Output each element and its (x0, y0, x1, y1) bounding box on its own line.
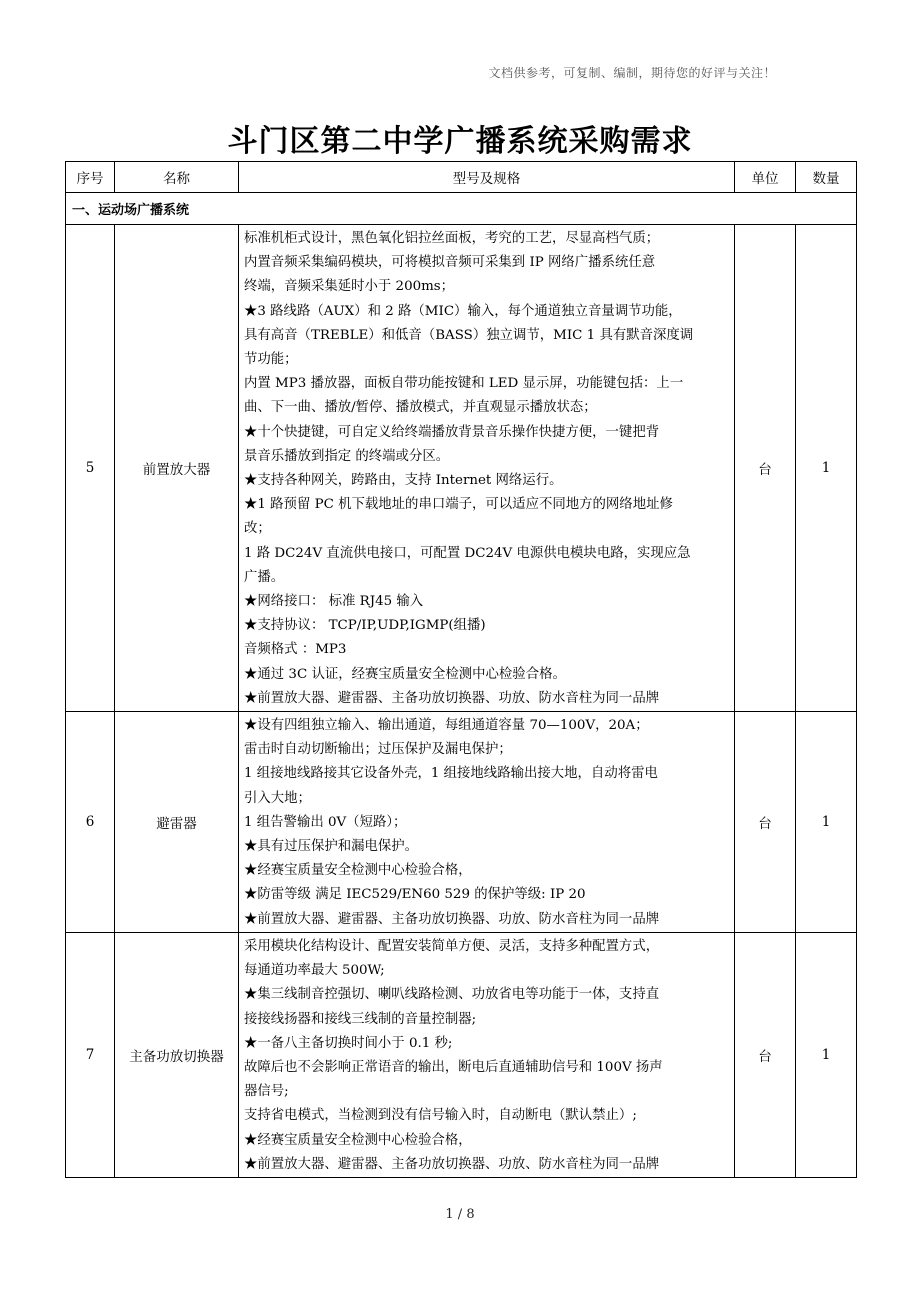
spec-line: 支持省电模式，当检测到没有信号输入时，自动断电（默认禁止）; (244, 1108, 637, 1124)
spec-line: 1 组接地线路接其它设备外壳，1 组接地线路输出接大地，自动将雷电 (244, 766, 658, 782)
page-number: 1 / 8 (445, 1207, 475, 1222)
spec-line: ★1 路预留 PC 机下载地址的串口端子，可以适应不同地方的网络地址修 (244, 497, 673, 513)
cell-unit: 台 (735, 225, 796, 712)
table-header-row (66, 162, 857, 193)
spec-line: 内置音频采集编码模块，可将模拟音频可采集到 IP 网络广播系统任意 (244, 255, 656, 271)
spec-line: ★3 路线路（AUX）和 2 路（MIC）输入，每个通道独立音量调节功能， (244, 303, 682, 319)
cell-unit: 台 (735, 712, 796, 933)
cell-index: 7 (66, 932, 115, 1177)
spec-line: 曲、下一曲、播放/暂停、播放模式，并直观显示播放状态； (244, 400, 597, 416)
spec-line: 1 路 DC24V 直流供电接口，可配置 DC24V 电源供电模块电路，实现应急 (244, 545, 691, 561)
spec-line: ★前置放大器、避雷器、主备功放切换器、功放、防水音柱为同一品牌 (244, 690, 660, 706)
cell-spec (239, 932, 735, 1177)
spec-line: 景音乐播放到指定 的终端或分区。 (244, 448, 450, 464)
spec-line: 采用模块化结构设计、配置安装简单方便、灵活，支持多种配置方式， (244, 938, 660, 954)
cell-index: 6 (66, 712, 115, 933)
cell-spec (239, 225, 735, 712)
requirements-table (65, 161, 857, 1178)
spec-line: ★十个快捷键，可自定义给终端播放背景音乐操作快捷方便，一键把背 (244, 424, 660, 440)
spec-line: ★设有四组独立输入、输出通道，每组通道容量 70—100V，20A； (244, 718, 649, 734)
spec-line: 引入大地； (244, 790, 311, 806)
header-note: 文档供参考，可复制、编制，期待您的好评与关注！ (488, 66, 776, 80)
spec-line: 接接线扬器和接线三线制的音量控制器; (244, 1011, 477, 1027)
cell-name: 主备功放切换器 (115, 932, 239, 1177)
cell-qty: 1 (796, 225, 857, 712)
spec-line: 音频格式 ：MP3 (244, 642, 347, 658)
header-spec: 型号及规格 (239, 162, 735, 193)
spec-line: 雷击时自动切断输出；过压保护及漏电保护； (244, 742, 512, 758)
cell-qty: 1 (796, 712, 857, 933)
spec-line: 器信号; (244, 1084, 289, 1100)
spec-line: ★一备八主备切换时间小于 0.1 秒; (244, 1035, 453, 1051)
spec-line: ★具有过压保护和漏电保护。 (244, 839, 419, 855)
spec-line: ★网络接口： 标准 RJ45 输入 (244, 594, 424, 610)
spec-line: ★经赛宝质量安全检测中心检验合格， (244, 1132, 472, 1148)
spec-line: 每通道功率最大 500W; (244, 963, 385, 979)
section-title: 一、运动场广播系统 (66, 193, 857, 225)
cell-spec (239, 712, 735, 933)
spec-line: ★支持各种网关，跨路由，支持 Internet 网络运行。 (244, 473, 563, 489)
spec-line: ★经赛宝质量安全检测中心检验合格， (244, 863, 472, 879)
table-row (66, 932, 857, 1177)
cell-unit: 台 (735, 932, 796, 1177)
page-title: 斗门区第二中学广播系统采购需求 (227, 124, 693, 159)
spec-line: 改； (244, 521, 271, 537)
spec-line: ★集三线制音控强切、喇叭线路检测、功放省电等功能于一体，支持直 (244, 987, 660, 1003)
spec-line: ★支持协议： TCP/IP,UDP,IGMP(组播) (244, 618, 486, 634)
header-index: 序号 (66, 162, 115, 193)
header-unit: 单位 (735, 162, 796, 193)
header-name: 名称 (115, 162, 239, 193)
spec-line: ★前置放大器、避雷器、主备功放切换器、功放、防水音柱为同一品牌 (244, 911, 660, 927)
table-row (66, 712, 857, 933)
spec-line: ★通过 3C 认证，经赛宝质量安全检测中心检验合格。 (244, 666, 566, 682)
cell-name: 前置放大器 (115, 225, 239, 712)
spec-line: 终端，音频采集延时小于 200ms； (244, 279, 455, 295)
spec-line: 1 组告警输出 0V（短路）； (244, 814, 407, 830)
spec-line: 内置 MP3 播放器，面板自带功能按键和 LED 显示屏，功能键包括：上一 (244, 376, 684, 392)
spec-line: 节功能； (244, 352, 298, 368)
spec-line: 故障后也不会影响正常语音的输出，断电后直通辅助信号和 100V 扬声 (244, 1059, 663, 1075)
spec-line: 广播。 (244, 569, 285, 585)
header-qty: 数量 (796, 162, 857, 193)
spec-line: 标准机柜式设计，黑色氧化铝拉丝面板，考究的工艺，尽显高档气质； (244, 231, 660, 246)
cell-name: 避雷器 (115, 712, 239, 933)
cell-qty: 1 (796, 932, 857, 1177)
spec-line: ★防雷等级 满足 IEC529/EN60 529 的保护等级: IP 20 (244, 887, 586, 903)
spec-line: ★前置放大器、避雷器、主备功放切换器、功放、防水音柱为同一品牌 (244, 1156, 660, 1172)
section-row (66, 193, 857, 225)
table-row (66, 225, 857, 712)
cell-index: 5 (66, 225, 115, 712)
spec-line: 具有高音（TREBLE）和低音（BASS）独立调节，MIC 1 具有默音深度调 (244, 327, 694, 343)
